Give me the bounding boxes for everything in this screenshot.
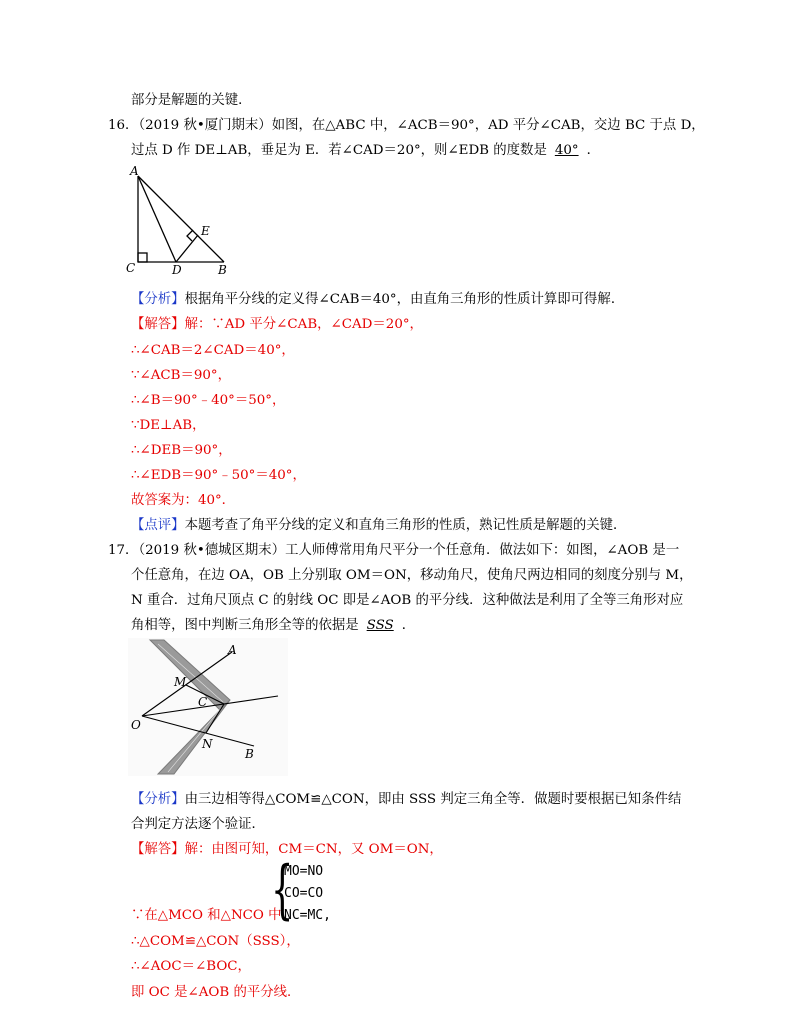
q16-analysis <box>131 290 624 310</box>
analysis-tag: 【分析】 <box>131 292 185 307</box>
label-A: A <box>228 643 237 657</box>
continuation-text: 部分是解题的关键． <box>131 93 252 108</box>
comment-tag: 【点评】 <box>131 518 185 533</box>
segment-AB <box>138 176 224 262</box>
q16-solution-line3: ∵∠ACB＝90°， <box>131 368 232 383</box>
label-N: N <box>202 737 213 751</box>
right-angle-mark-E <box>187 230 193 241</box>
system-brace: { <box>271 853 294 927</box>
q17-solution-line2: ∵在△MCO 和△NCO 中 <box>131 908 282 923</box>
q17-analysis-line1 <box>131 790 681 810</box>
q16-stem-text: 过点 D 作 DE⊥AB，垂足为 E．若∠CAD＝20°，则∠EDB 的度数是 <box>131 143 547 158</box>
segment-DE <box>176 235 198 262</box>
q16-comment <box>131 516 626 536</box>
q16-solution-line7: ∴∠EDB＝90°﹣50°＝40°， <box>131 468 306 483</box>
q17-analysis-line2: 合判定方法逐个验证． <box>131 817 265 832</box>
label-D: D <box>172 263 182 277</box>
segment-AD <box>138 176 176 262</box>
q17-solution-line4: ∴∠AOC＝∠BOC， <box>131 959 251 974</box>
q17-stem-end: ． <box>401 618 416 633</box>
label-O: O <box>131 718 141 732</box>
q17-stem-text: 角相等，图中判断三角形全等的依据是 <box>131 618 359 633</box>
right-angle-mark-C <box>138 253 147 262</box>
q16-figure <box>120 162 240 277</box>
solution-text: 解：∵AD 平分∠CAB，∠CAD＝20°， <box>184 317 423 332</box>
q16-solution-line5: ∵DE⊥AB， <box>131 418 206 433</box>
label-B: B <box>218 263 227 277</box>
q17-answer: SSS <box>366 618 394 633</box>
system-eq3: NC=MC, <box>284 908 331 923</box>
label-E: E <box>201 224 210 238</box>
q16-stem-line1: 16．（2019 秋•厦门期末）如图，在△ABC 中，∠ACB＝90°，AD 平分∠CAB，交边 BC 于点 D， <box>108 118 705 133</box>
analysis-text: 根据角平分线的定义得∠CAB＝40°，由直角三角形的性质计算即可得解． <box>184 292 625 307</box>
label-M: M <box>174 675 187 689</box>
q16-stem-end: ． <box>586 143 600 158</box>
solution-tag: 【解答】 <box>131 842 185 857</box>
label-C: C <box>198 695 208 709</box>
q17-stem-line4 <box>131 616 415 636</box>
label-C: C <box>126 261 136 275</box>
q17-stem-line3: N 重合．过角尺顶点 C 的射线 OC 即是∠AOB 的平分线．这种做法是利用了全等三角形对应 <box>131 593 684 608</box>
system-eq2: CO=CO <box>284 886 324 901</box>
q17-figure <box>128 638 288 776</box>
q16-answer: 40° <box>554 143 579 158</box>
solution-tag: 【解答】 <box>131 317 185 332</box>
comment-text: 本题考查了角平分线的定义和直角三角形的性质，熟记性质是解题的关键． <box>184 518 627 533</box>
q17-solution-line3: ∴△COM≌△CON（SSS）， <box>131 934 300 949</box>
system-eq1: MO=NO <box>284 864 324 879</box>
label-A: A <box>130 164 139 178</box>
analysis-text: 由三边相等得△COM≌△CON，即由 SSS 判定三角全等．做题时要根据已知条件结 <box>184 792 682 807</box>
q17-solution-line5: 即 OC 是∠AOB 的平分线． <box>131 985 301 1000</box>
q16-solution-line2: ∴∠CAB＝2∠CAD＝40°， <box>131 343 295 358</box>
label-B: B <box>245 747 254 761</box>
solution-text: 解：由图可知，CM＝CN，又 OM＝ON， <box>184 842 443 857</box>
q16-stem-line2 <box>131 141 600 161</box>
q16-solution-line4: ∴∠B＝90°﹣40°＝50°， <box>131 393 286 408</box>
q17-stem-line1: 17．（2019 秋•德城区期末）工人师傅常用角尺平分一个任意角．做法如下：如图，∠AOB 是一 <box>108 543 680 558</box>
analysis-tag: 【分析】 <box>131 792 185 807</box>
q16-solution-line1 <box>131 315 423 335</box>
q16-solution-line6: ∴∠DEB＝90°， <box>131 443 232 458</box>
q16-solution-line8: 故答案为：40°． <box>131 493 236 508</box>
q17-stem-line2: 个任意角，在边 OA，OB 上分别取 OM＝ON，移动角尺，使角尺两边相同的刻度分别与 M， <box>131 568 693 583</box>
